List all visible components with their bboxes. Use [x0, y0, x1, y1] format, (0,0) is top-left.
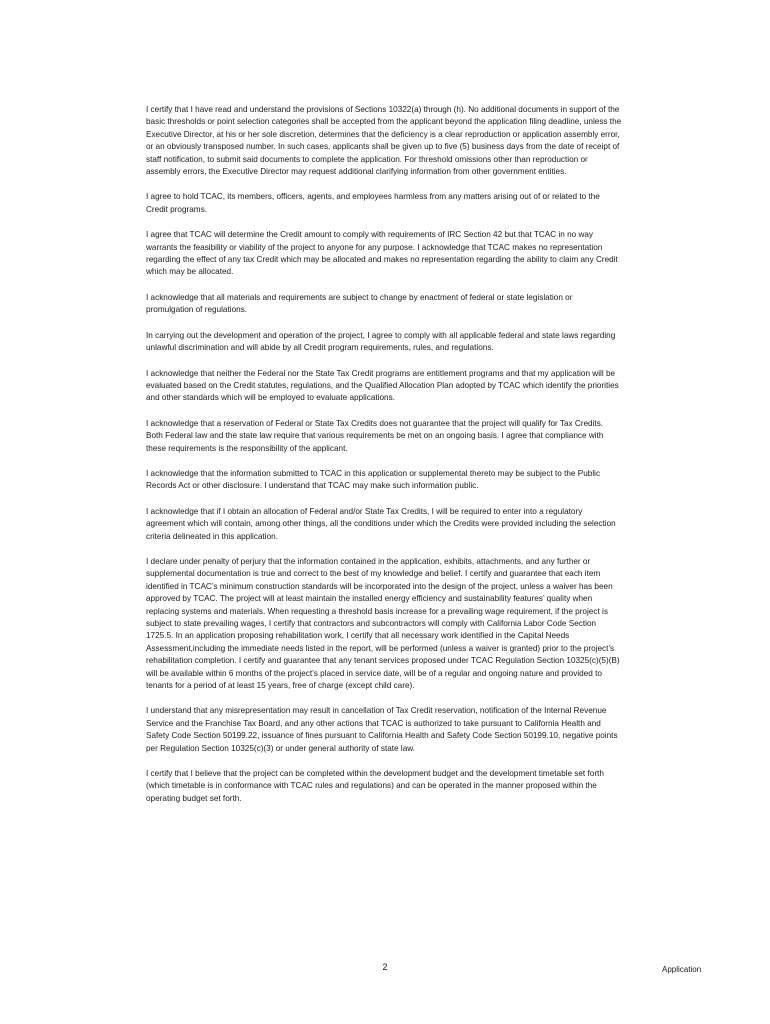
footer-label: Application: [662, 965, 702, 974]
paragraph-public-records: I acknowledge that the information submitted to TCAC in this application or supplemental thereto may be subject to the Public Records Act or other disclosure. I understand that TCAC may make such information public.: [146, 468, 601, 491]
paragraph-comply-laws: In carrying out the development and operation of the project, I agree to comply with all applicable federal and state laws regarding unlawful discrimination and will abide by all Credit program requirements, rules, and regulations.: [146, 330, 616, 353]
paragraph-misrepresentation: I understand that any misrepresentation may result in cancellation of Tax Credit reservation, notification of the Internal Revenue Service and the Franchise Tax Board, and any other actions that TCAC is authorized to take pursuant to California Health and Safety Code Section 50199.22, issuance of fines pursuant to California Health and Safety Code Section 50199.10, negative points per Regulation Section 10325(c)(3) or under general authority of state law.: [146, 706, 618, 753]
paragraph-not-entitlement: I acknowledge that neither the Federal nor the State Tax Credit programs are entitlement programs and that my application will be evaluated based on the Credit statutes, regulations, and the Qualified Allocation Plan adopted by TCAC which identify the priorities and other standards which will be employed to evaluate applications.: [146, 368, 619, 403]
paragraph-credit-amount: I agree that TCAC will determine the Credit amount to comply with requirements of IRC Section 42 but that TCAC in no way warrants the feasibility or viability of the project to anyone for any purpose. I acknowledge that TCAC makes no representation regarding the effect of any tax Credit which may be allocated and makes no representation regarding the ability to claim any Credit which may be allocated.: [146, 230, 618, 277]
paragraph-regulatory-agreement: I acknowledge that if I obtain an allocation of Federal and/or State Tax Credits, I will be required to enter into a regulatory agreement which will contain, among other things, all the conditions under which the Credits were provided including the selection criteria delineated in this application.: [146, 506, 616, 541]
paragraph-reservation-no-guarantee: I acknowledge that a reservation of Federal or State Tax Credits does not guarantee that the project will qualify for Tax Credits. Both Federal law and the state law require that various requirements be met on an ongoing basis. I agree that compliance with these requirements is the responsibility of the applicant.: [146, 418, 604, 453]
paragraph-review-provisions: I certify that I have read and understand the provisions of Sections 10322(a) through (h). No additional documents in support of the basic thresholds or point selection categories shall be accepted from the applicant beyond the application filing deadline, unless the Executive Director, at his or her sole discretion, determines that the deficiency is a clear reproduction or application assembly error, or an obviously transposed number. In such cases, applicants shall be given up to five (5) business days from the date of receipt of staff notification, to submit said documents to complete the application. For threshold omissions other than reproduction or assembly errors, the Executive Director may request additional clarifying information from other government entities.: [146, 105, 622, 177]
paragraph-penalty-of-perjury: I declare under penalty of perjury that the information contained in the application, exhibits, attachments, and any further or supplemental documentation is true and correct to the best of my knowledge and belief. I certify and guarantee that each item identified in TCAC’s minimum construction standards will be incorporated into the design of the project, unless a waiver has been approved by TCAC. The project will at least maintain the installed energy efficiency and sustainability features’ quality when replacing systems and materials. When requesting a threshold basis increase for a prevailing wage requirement, if the project is subject to state prevailing wages, I certify that contractors and subcontractors will comply with California Labor Code Section 1725.5. In an application proposing rehabilitation work, I certify that all necessary work identified in the Capital Needs Assessment,including the immediate needs listed in the report, will be performed (unless a waiver is granted) prior to the project’s rehabilitation completion. I certify and guarantee that any tenant services proposed under TCAC Regulation Section 10325(c)(5)(B) will be available within 6 months of the project’s placed in service date, will be of a regular and ongoing nature and provided to tenants for a period of at least 15 years, free of charge (except child care).: [146, 556, 620, 691]
paragraph-budget-timetable: I certify that I believe that the project can be completed within the development budget and the development timetable set forth (which timetable is in conformance with TCAC rules and regulations) and can be operated in the manner proposed within the operating budget set forth.: [146, 769, 604, 803]
paragraph-subject-to-change: I acknowledge that all materials and requirements are subject to change by enactment of federal or state legislation or promulgation of regulations.: [146, 292, 573, 315]
paragraph-hold-harmless: I agree to hold TCAC, its members, officers, agents, and employees harmless from any matters arising out of or related to the Credit programs.: [146, 192, 600, 214]
page-number: 2: [382, 962, 388, 972]
certification-text: [146, 104, 622, 818]
